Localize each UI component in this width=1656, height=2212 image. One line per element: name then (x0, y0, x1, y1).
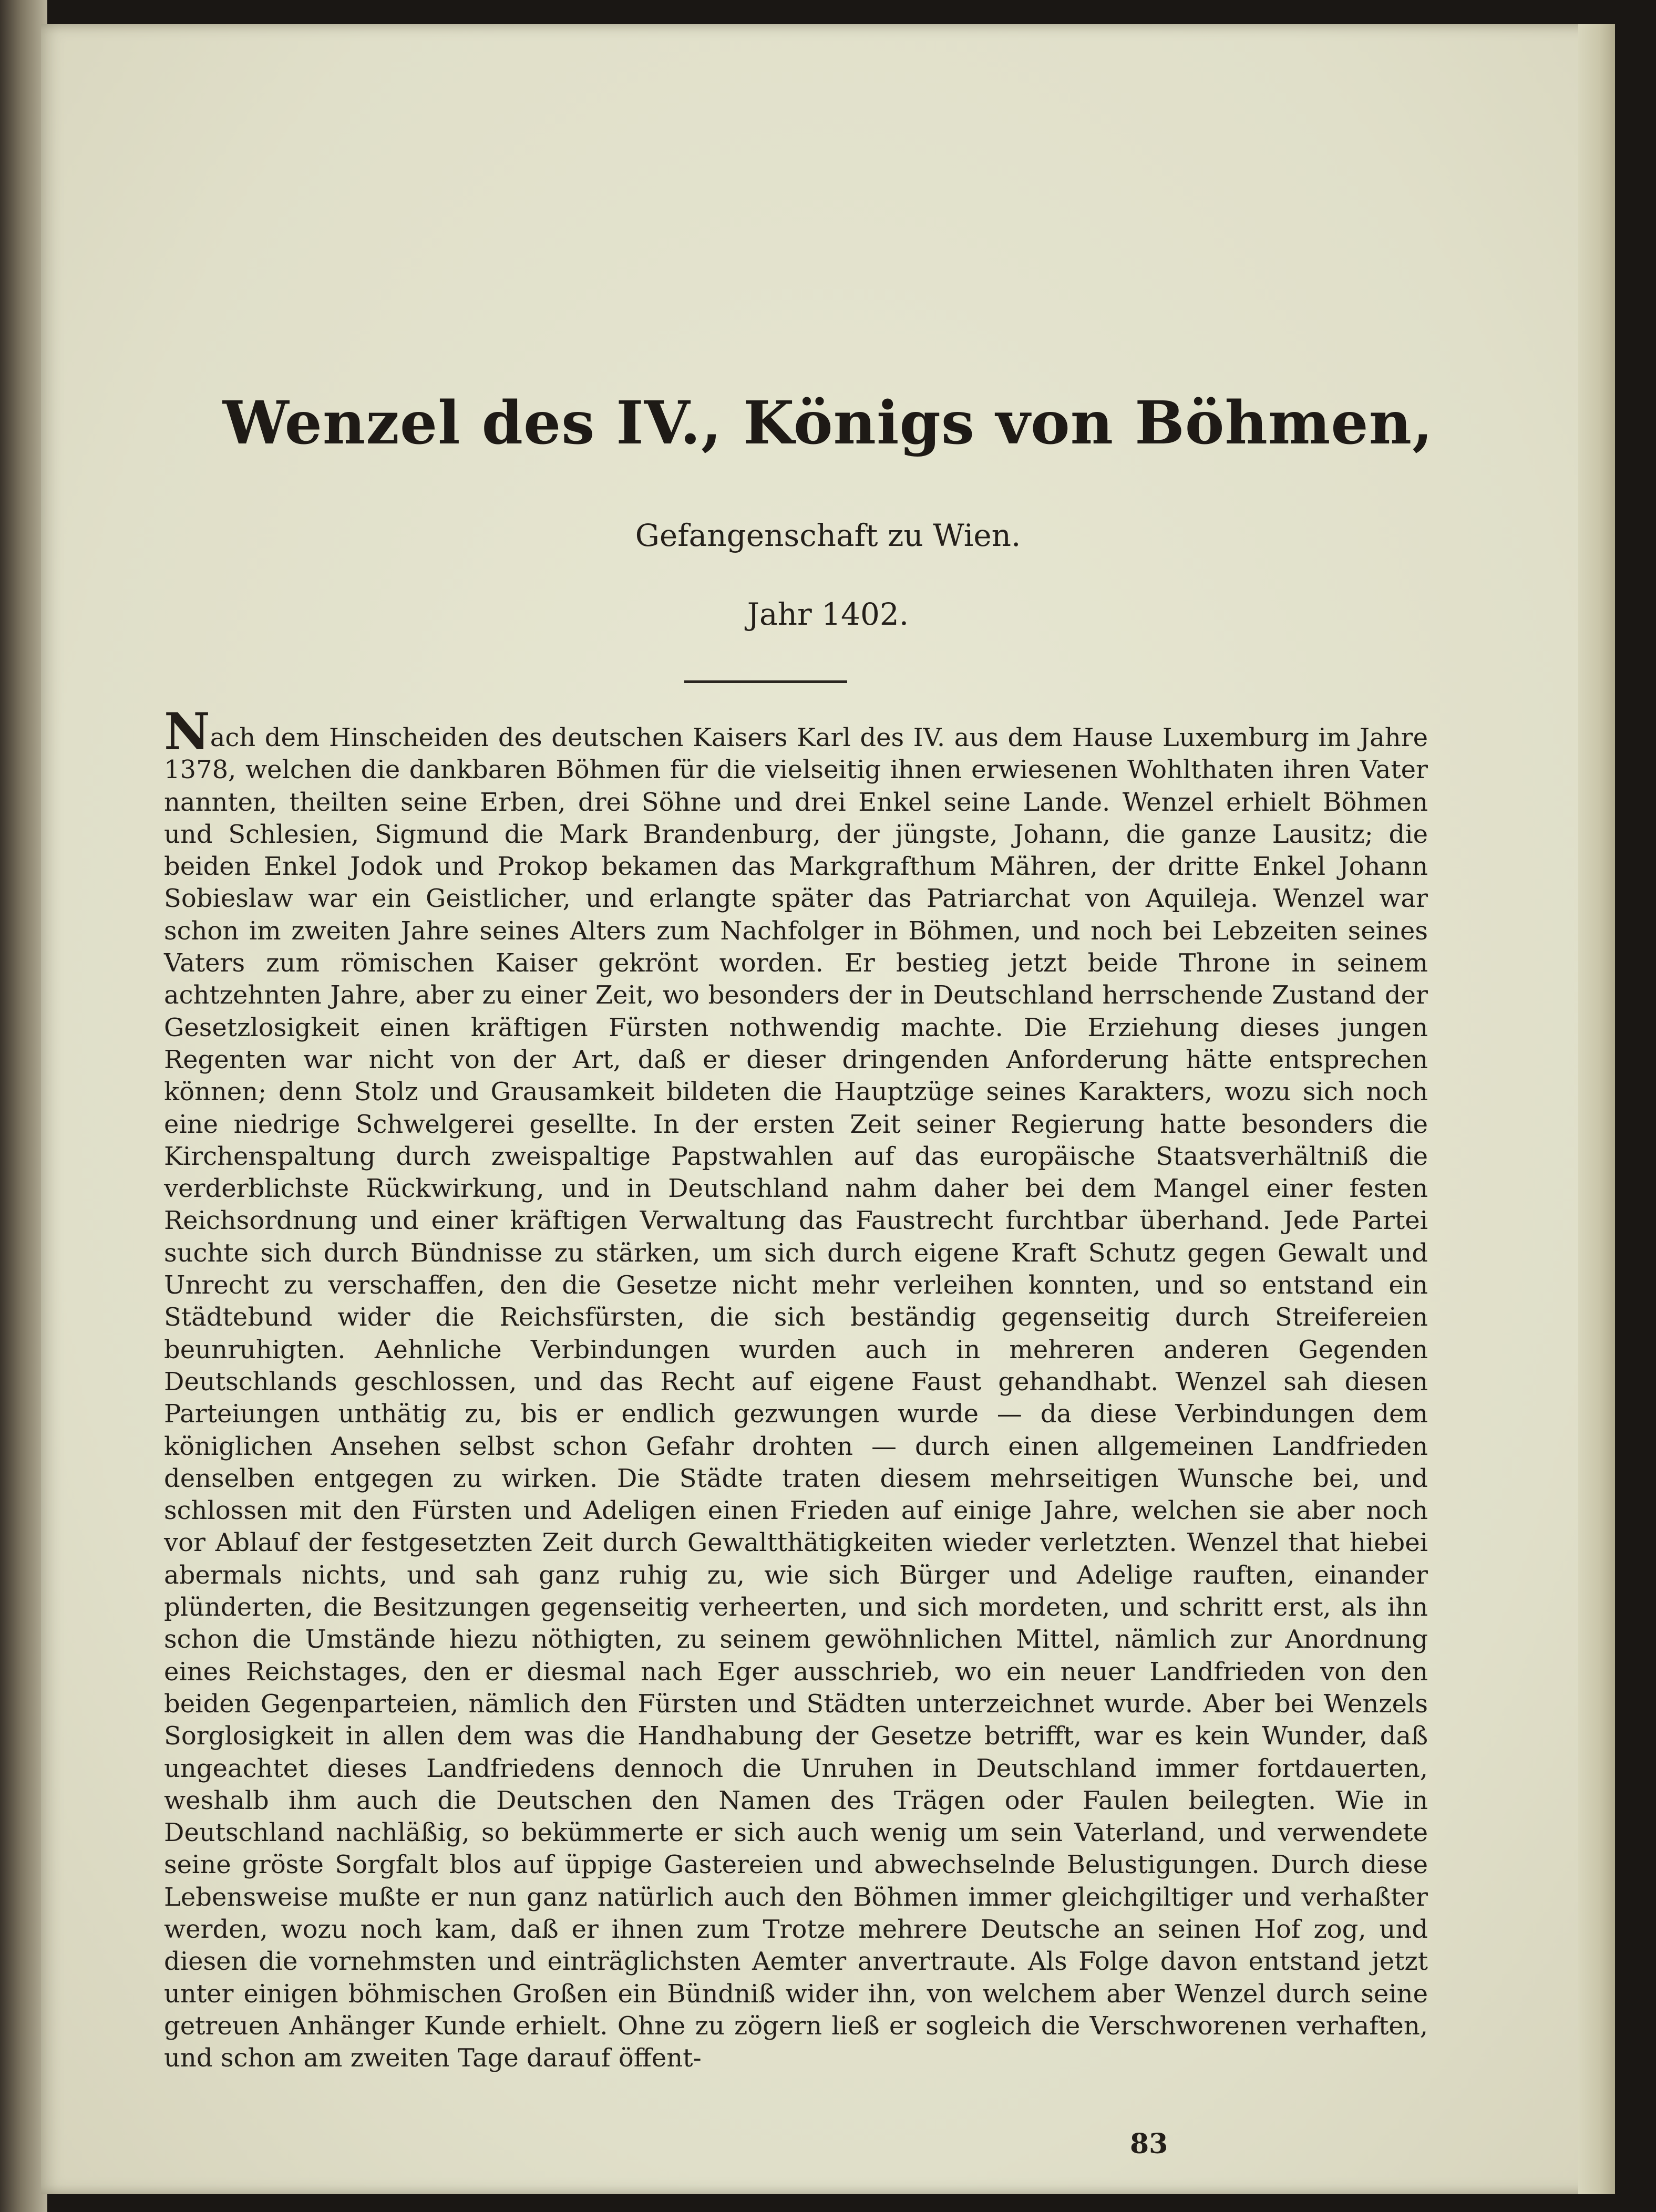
body-paragraph (164, 702, 1428, 2074)
chapter-title: Wenzel des IV., Königs von Böhmen, (222, 389, 1434, 458)
chapter-year: Jahr 1402. (747, 596, 909, 632)
body-text: ach dem Hinscheiden des deutschen Kaisers Karl des IV. aus dem Hause Luxemburg im Jahre 1378, welchen die dankbaren Böhmen für die vielseitig ihnen erwiesenen Wohlthaten ihren Vater nannten, theilten seine Erben, drei Söhne und drei Enkel seine Lande. Wenzel erhielt Böhmen und Schlesien, Sigmund die Mark Brandenburg, der jüngste, Johann, die ganze Lausitz; die beiden Enkel Jodok und Prokop bekamen das Markgrafthum Mähren, der dritte Enkel Johann Sobieslaw war ein Geistlicher, und erlangte später das Patriarchat von Aquileja. Wenzel war schon im zweiten Jahre seines Alters zum Nachfolger in Böhmen, und noch bei Lebzeiten seines Vaters zum römischen Kaiser gekrönt worden. Er bestieg jetzt beide Throne in seinem achtzehnten Jahre, aber zu einer Zeit, wo besonders der in Deutschland herrschende Zustand der Gesetzlosigkeit einen kräftigen Fürsten nothwendig machte. Die Erziehung dieses jungen Regenten war nicht von der Art, daß er dieser dringenden Anforderung hätte entsprechen können; denn Stolz und Grausamkeit bildeten die Hauptzüge seines Karakters, wozu sich noch eine niedrige Schwelgerei gesellte. In der ersten Zeit seiner Regierung hatte besonders die Kirchenspaltung durch zweispaltige Papstwahlen auf das europäische Staatsverhältniß die verderblichste Rückwirkung, und in Deutschland nahm daher bei dem Mangel einer festen Reichsordnung und einer kräftigen Verwaltung das Faustrecht furchtbar überhand. Jede Partei suchte sich durch Bündnisse zu stärken, um sich durch eigene Kraft Schutz gegen Gewalt und Unrecht zu verschaffen, den die Gesetze nicht mehr verleihen konnten, und so entstand ein Städtebund wider die Reichsfürsten, die sich beständig gegenseitig durch Streifereien beunruhigten. Aehnliche Verbindungen wurden auch in mehreren anderen Gegenden Deutschlands geschlossen, und das Recht auf eigene Faust gehandhabt. Wenzel sah diesen Parteiungen unthätig zu, bis er endlich gezwungen wurde — da diese Verbindungen dem königlichen Ansehen selbst schon Gefahr drohten — durch einen allgemeinen Landfrieden denselben entgegen zu wirken. Die Städte traten diesem mehrseitigen Wunsche bei, und schlossen mit den Fürsten und Adeligen einen Frieden auf einige Jahre, welchen sie aber noch vor Ablauf der festgesetzten Zeit durch Gewaltthätigkeiten wieder verletzten. Wenzel that hiebei abermals nichts, und sah ganz ruhig zu, wie sich Bürger und Adelige rauften, einander plünderten, die Besitzungen gegenseitig verheerten, und sich mordeten, und schritt erst, als ihn schon die Umstände hiezu nöthigten, zu seinem gewöhnlichen Mittel, nämlich zur Anordnung eines Reichstages, den er diesmal nach Eger ausschrieb, wo ein neuer Landfrieden von den beiden Gegenparteien, nämlich den Fürsten und Städten unterzeichnet wurde. Aber bei Wenzels Sorglosigkeit in allen dem was die Handhabung der Gesetze betrifft, war es kein Wunder, daß ungeachtet dieses Landfriedens dennoch die Unruhen in Deutschland immer fortdauerten, weshalb ihm auch die Deutschen den Namen des Trägen oder Faulen beilegten. Wie in Deutschland nachläßig, so bekümmerte er sich auch wenig um sein Vaterland, und verwendete seine gröste Sorgfalt blos auf üppige Gastereien und abwechselnde Belustigungen. Durch diese Lebensweise mußte er nun ganz natürlich auch den Böhmen immer gleichgiltiger und verhaßter werden, wozu noch kam, daß er ihnen zum Trotze mehrere Deutsche an seinen Hof zog, und diesen die vornehmsten und einträglichsten Aemter anvertraute. Als Folge davon entstand jetzt unter einigen böhmischen Großen ein Bündniß wider ihn, von welchem aber Wenzel durch seine getreuen Anhänger Kunde erhielt. Ohne zu zögern ließ er sogleich die Verschworenen verhaften, und schon am zweiten Tage darauf öffent- (164, 723, 1428, 2073)
page-edge (1578, 24, 1615, 2194)
title-divider (684, 680, 847, 683)
page-number: 83 (1130, 2128, 1168, 2160)
chapter-subtitle: Gefangenschaft zu Wien. (635, 518, 1021, 553)
book-spine (0, 0, 47, 2212)
drop-cap: N (164, 702, 210, 761)
